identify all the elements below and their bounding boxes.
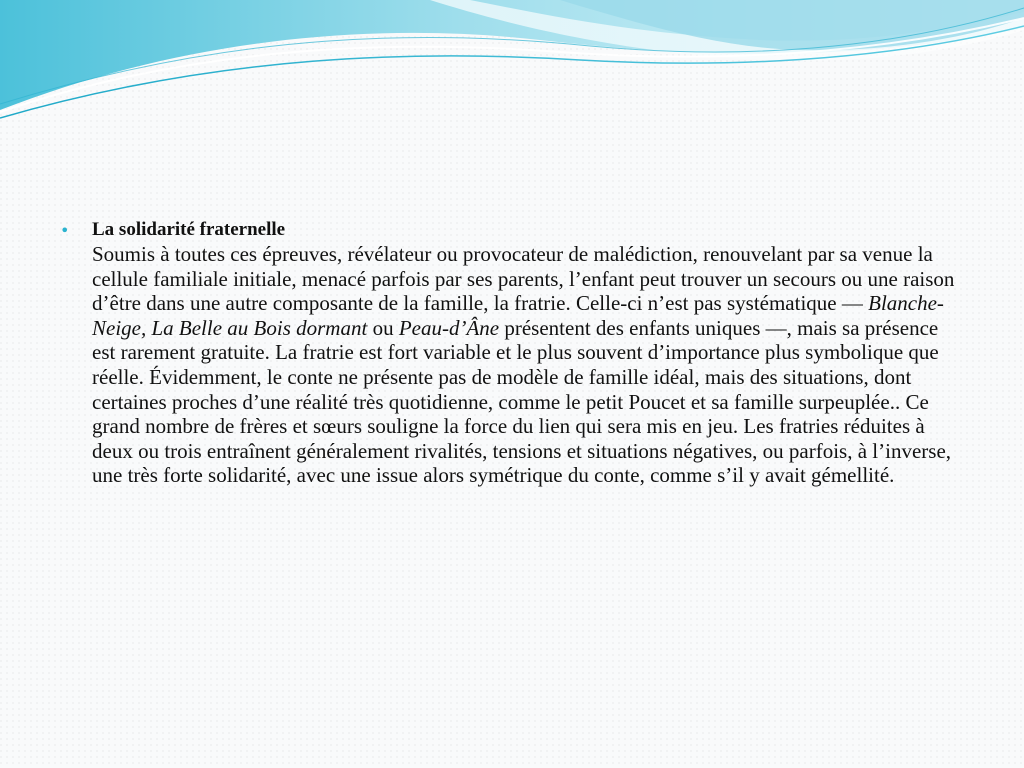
bullet-item <box>60 218 965 488</box>
italic-title-run: Peau-d’Âne <box>398 315 500 340</box>
text-run: présentent des enfants uniques —, mais sa présence est rarement gratuite. La fratrie est fort variable et le plus souvent d’importance plus symbolique que réelle. Évidemment, le conte ne présente pas de modèle de famille idéal, mais des situations, dont certaines proches d’une réalité très quotidienne, comme le petit Poucet et sa famille surpeuplée.. Ce grand nombre de frères et sœurs souligne la force du lien qui sera mis en jeu. Les fratries réduites à deux ou trois entraînent généralement rivalités, tensions et situations négatives, ou parfois, à l’inverse, une très forte solidarité, avec une issue alors symétrique du conte, comme s’il y avait gémellité. <box>92 315 952 488</box>
text-run: ou <box>367 315 399 340</box>
section-heading: La solidarité fraternelle <box>92 219 286 240</box>
bullet-text <box>92 218 965 488</box>
body-paragraph <box>92 242 965 488</box>
italic-title-run: Blanche-Neige, La Belle au Bois dormant <box>92 291 944 340</box>
header-wave-decoration <box>0 0 1024 130</box>
content-area <box>60 218 965 488</box>
bullet-icon: • <box>60 221 70 240</box>
text-run: Soumis à toutes ces épreuves, révélateur ou provocateur de malédiction, renouvelant par sa venue la cellule familiale initiale, menacé parfois par ses parents, l’enfant peut trouver un secours ou une raison d’être dans une autre composante de la famille, la fratrie. Celle-ci n’est pas systématique — <box>92 242 955 316</box>
